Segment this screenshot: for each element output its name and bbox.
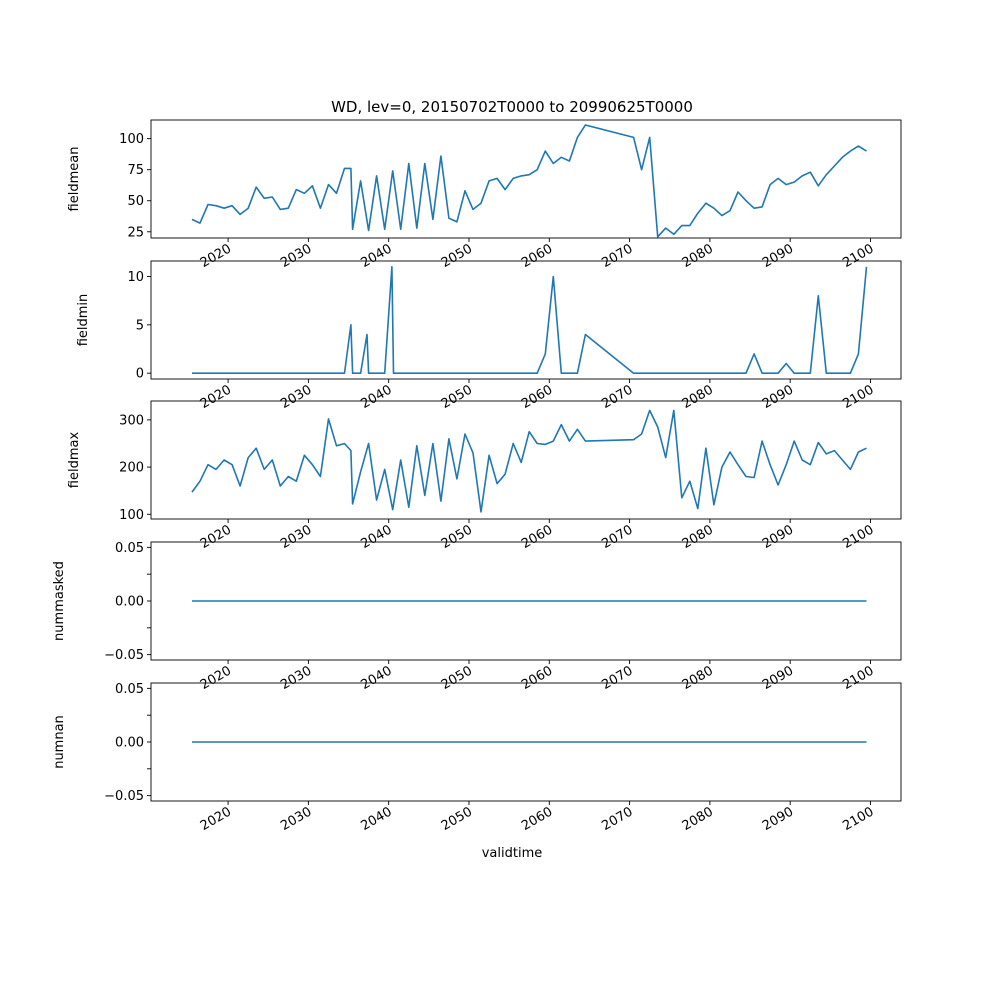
x-tick-label: 2050 — [438, 804, 475, 835]
x-tick-label: 2040 — [358, 241, 395, 272]
x-tick-label: 2060 — [519, 804, 556, 835]
x-tick-label: 2080 — [679, 241, 716, 272]
y-axis-label-numnan: numnan — [52, 715, 67, 769]
x-tick-label: 2040 — [358, 522, 395, 553]
subplot-fieldmin — [76, 261, 901, 412]
x-tick-label: 2100 — [840, 241, 877, 272]
x-tick-label: 2020 — [197, 522, 235, 553]
series-line-fieldmax — [192, 410, 867, 512]
y-tick-label: 0.00 — [115, 735, 144, 751]
series-line-fieldmin — [192, 267, 867, 373]
x-tick-label: 2020 — [197, 382, 235, 413]
x-tick-label: 2040 — [358, 663, 395, 694]
x-tick-label: 2020 — [197, 804, 235, 835]
y-tick-label: 0 — [135, 366, 144, 382]
y-tick-label: 5 — [135, 318, 144, 334]
x-tick-label: 2100 — [840, 804, 877, 835]
x-tick-label: 2080 — [679, 663, 716, 694]
x-tick-label: 2050 — [438, 382, 475, 413]
x-tick-label: 2060 — [519, 382, 556, 413]
y-tick-label: −0.05 — [104, 789, 144, 805]
x-tick-label: 2060 — [519, 522, 556, 553]
x-tick-label: 2040 — [358, 804, 395, 835]
axes-frame — [151, 120, 901, 238]
x-tick-label: 2090 — [760, 522, 797, 553]
x-tick-label: 2090 — [760, 382, 797, 413]
x-tick-label: 2040 — [358, 382, 395, 413]
x-tick-label: 2060 — [519, 241, 556, 272]
y-tick-label: 100 — [119, 507, 144, 523]
x-tick-label: 2050 — [438, 663, 475, 694]
subplot-numnan — [52, 682, 901, 834]
y-axis-label-fieldmin: fieldmin — [76, 293, 91, 347]
x-tick-label: 2070 — [599, 663, 636, 694]
x-tick-label: 2070 — [599, 804, 636, 835]
x-tick-label: 2080 — [679, 522, 716, 553]
x-tick-label: 2030 — [278, 804, 315, 835]
y-tick-label: −0.05 — [104, 648, 144, 664]
x-tick-label: 2070 — [599, 522, 636, 553]
x-tick-label: 2080 — [679, 382, 716, 413]
series-line-fieldmean — [192, 125, 867, 237]
y-axis-label-fieldmean: fieldmean — [67, 146, 82, 212]
x-tick-label: 2090 — [760, 804, 797, 835]
y-axis-label-nummasked: nummasked — [52, 561, 67, 641]
y-tick-label: 75 — [127, 163, 144, 179]
y-tick-label: 300 — [119, 413, 144, 429]
axes-frame — [151, 261, 901, 379]
y-tick-label: 0.05 — [115, 681, 144, 697]
x-tick-label: 2020 — [197, 663, 235, 694]
y-tick-label: 0.00 — [115, 594, 144, 610]
y-tick-label: 25 — [127, 225, 144, 241]
x-tick-label: 2100 — [840, 382, 877, 413]
subplot-fieldmean — [67, 120, 901, 271]
subplot-fieldmax — [67, 401, 901, 552]
x-axis-label: validtime — [481, 846, 543, 861]
x-tick-label: 2020 — [197, 241, 235, 272]
x-tick-label: 2060 — [519, 663, 556, 694]
y-axis-label-fieldmax: fieldmax — [67, 431, 82, 489]
x-tick-label: 2030 — [278, 382, 315, 413]
x-tick-label: 2030 — [278, 663, 315, 694]
x-tick-label: 2080 — [679, 804, 716, 835]
x-tick-label: 2030 — [278, 241, 315, 272]
x-tick-label: 2070 — [599, 241, 636, 272]
y-tick-label: 10 — [127, 269, 144, 285]
x-tick-label: 2070 — [599, 382, 636, 413]
y-tick-label: 200 — [119, 460, 144, 476]
x-tick-label: 2100 — [840, 522, 877, 553]
subplot-nummasked — [52, 541, 901, 693]
x-tick-label: 2030 — [278, 522, 315, 553]
subplots — [52, 120, 901, 834]
x-tick-label: 2050 — [438, 522, 475, 553]
y-tick-label: 100 — [119, 132, 144, 148]
figure-title: WD, lev=0, 20150702T0000 to 20990625T0000 — [331, 98, 693, 116]
x-tick-label: 2100 — [840, 663, 877, 694]
x-tick-label: 2050 — [438, 241, 475, 272]
y-tick-label: 50 — [127, 194, 144, 210]
y-tick-label: 0.05 — [115, 540, 144, 556]
x-tick-label: 2090 — [760, 241, 797, 272]
x-tick-label: 2090 — [760, 663, 797, 694]
